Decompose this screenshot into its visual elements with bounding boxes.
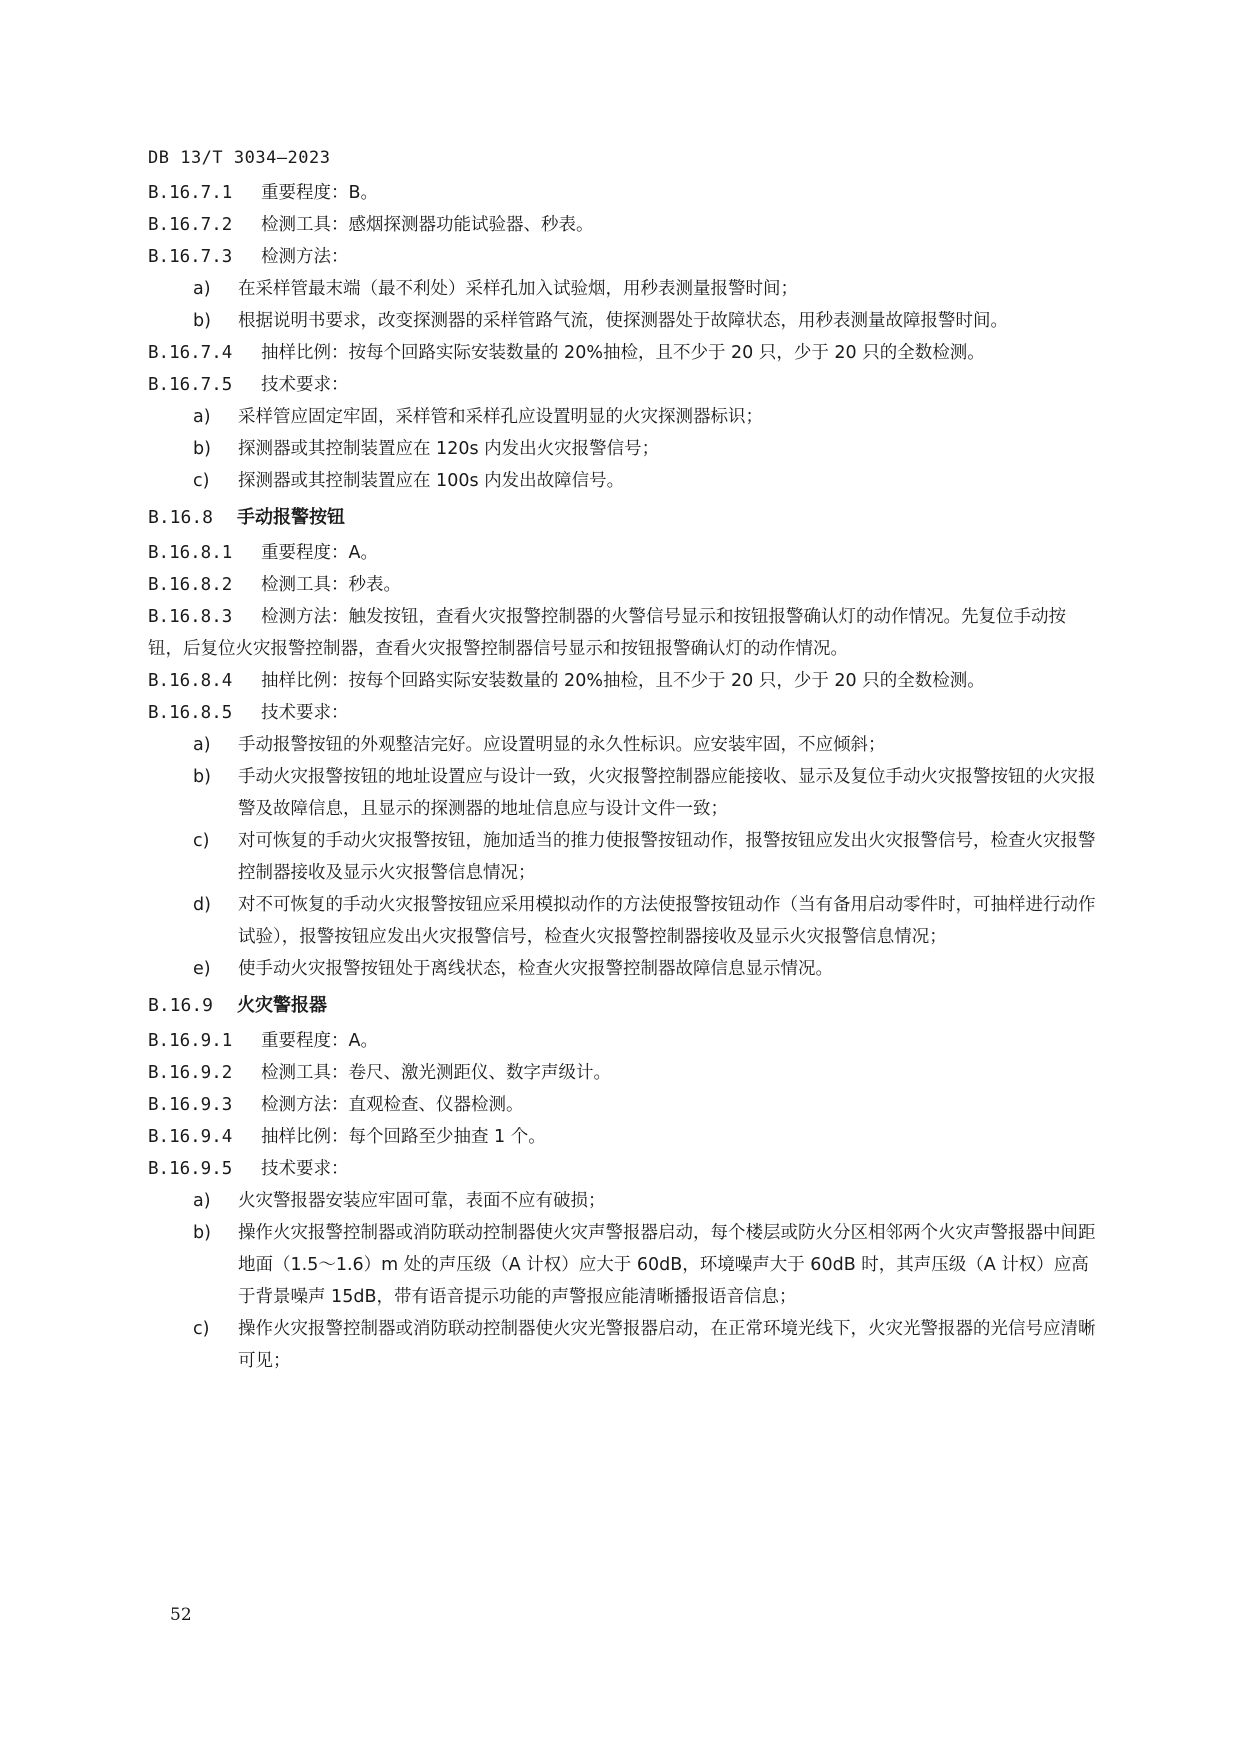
list-item-label: e) xyxy=(193,959,211,979)
page-number: 52 xyxy=(170,1605,192,1625)
clause-b16-7-4 xyxy=(148,337,1098,369)
list-item-text: 手动报警按钮的外观整洁完好。应设置明显的永久性标识。应安装牢固，不应倾斜； xyxy=(238,735,886,755)
document-page xyxy=(148,148,1098,1377)
clause-number: B.16.7.2 xyxy=(148,215,233,235)
clause-text: 检测方法： xyxy=(261,247,349,267)
section-number: B.16.8 xyxy=(148,507,214,528)
list-item-text: 根据说明书要求，改变探测器的采样管路气流，使探测器处于故障状态，用秒表测量故障报警时间。 xyxy=(238,311,1008,331)
clause-text: 重要程度：B。 xyxy=(261,183,379,203)
clause-b16-9-1 xyxy=(148,1025,1098,1057)
clause-text: 检测方法：直观检查、仪器检测。 xyxy=(261,1095,524,1115)
clause-number: B.16.9.3 xyxy=(148,1095,233,1115)
clause-b16-8-2 xyxy=(148,569,1098,601)
list-item xyxy=(148,1313,1098,1377)
clause-number: B.16.8.3 xyxy=(148,607,233,627)
clause-text: 检测工具：秒表。 xyxy=(261,575,401,595)
list-item-label: c) xyxy=(193,1319,210,1339)
clause-number: B.16.9.5 xyxy=(148,1159,233,1179)
section-heading-b16-8 xyxy=(148,501,1098,535)
clause-number: B.16.8.5 xyxy=(148,703,233,723)
clause-number: B.16.9.1 xyxy=(148,1031,233,1051)
clause-number: B.16.7.4 xyxy=(148,343,233,363)
clause-text: 重要程度：A。 xyxy=(261,1031,378,1051)
list-item-text: 操作火灾报警控制器或消防联动控制器使火灾光警报器启动，在正常环境光线下，火灾光警报器的光信号应清晰可见； xyxy=(238,1319,1096,1371)
list-item xyxy=(148,465,1098,497)
list-item-label: b) xyxy=(193,311,211,331)
clause-number: B.16.9.2 xyxy=(148,1063,233,1083)
clause-b16-8-1 xyxy=(148,537,1098,569)
clause-text: 技术要求： xyxy=(261,703,349,723)
list-item-text: 探测器或其控制装置应在 120s 内发出火灾报警信号； xyxy=(238,439,660,459)
list-item-text: 火灾警报器安装应牢固可靠，表面不应有破损； xyxy=(238,1191,606,1211)
clause-text: 抽样比例：按每个回路实际安装数量的 20%抽检，且不少于 20 只，少于 20 只的全数检测。 xyxy=(261,343,985,363)
list-item-label: a) xyxy=(193,407,211,427)
list-item-label: b) xyxy=(193,767,211,787)
clause-text: 检测方法：触发按钮，查看火灾报警控制器的火警信号显示和按钮报警确认灯的动作情况。先复位手动按钮，后复位火灾报警控制器，查看火灾报警控制器信号显示和按钮报警确认灯的动作情况。 xyxy=(148,607,1066,659)
list-item-text: 采样管应固定牢固，采样管和采样孔应设置明显的火灾探测器标识； xyxy=(238,407,763,427)
clause-b16-9-2 xyxy=(148,1057,1098,1089)
list-item xyxy=(148,305,1098,337)
clause-b16-8-4 xyxy=(148,665,1098,697)
list-item-label: d) xyxy=(193,895,211,915)
list-item-label: b) xyxy=(193,439,211,459)
section-heading-b16-9 xyxy=(148,989,1098,1023)
list-item xyxy=(148,761,1098,825)
list-item-label: b) xyxy=(193,1223,211,1243)
clause-text: 检测工具：卷尺、激光测距仪、数字声级计。 xyxy=(261,1063,611,1083)
list-item xyxy=(148,273,1098,305)
list-item xyxy=(148,433,1098,465)
clause-text: 重要程度：A。 xyxy=(261,543,378,563)
clause-number: B.16.8.2 xyxy=(148,575,233,595)
list-item-label: a) xyxy=(193,735,211,755)
section-title: 火灾警报器 xyxy=(237,995,327,1016)
section-title: 手动报警按钮 xyxy=(237,507,345,528)
clause-text: 技术要求： xyxy=(261,375,349,395)
document-code: DB 13/T 3034—2023 xyxy=(148,148,331,168)
list-item-label: c) xyxy=(193,831,210,851)
clause-text: 技术要求： xyxy=(261,1159,349,1179)
clause-text: 检测工具：感烟探测器功能试验器、秒表。 xyxy=(261,215,594,235)
clause-number: B.16.7.3 xyxy=(148,247,233,267)
list-item-text: 使手动火灾报警按钮处于离线状态，检查火灾报警控制器故障信息显示情况。 xyxy=(238,959,833,979)
list-item xyxy=(148,889,1098,953)
list-item-text: 手动火灾报警按钮的地址设置应与设计一致，火灾报警控制器应能接收、显示及复位手动火灾报警按钮的火灾报警及故障信息，且显示的探测器的地址信息应与设计文件一致； xyxy=(238,767,1096,819)
clause-text: 抽样比例：按每个回路实际安装数量的 20%抽检，且不少于 20 只，少于 20 只的全数检测。 xyxy=(261,671,985,691)
clause-b16-7-3 xyxy=(148,241,1098,273)
list-item xyxy=(148,825,1098,889)
clause-b16-9-3 xyxy=(148,1089,1098,1121)
list-item xyxy=(148,953,1098,985)
clause-b16-8-5 xyxy=(148,697,1098,729)
list-item xyxy=(148,729,1098,761)
list-item-text: 对不可恢复的手动火灾报警按钮应采用模拟动作的方法使报警按钮动作（当有备用启动零件时，可抽样进行动作试验），报警按钮应发出火灾报警信号，检查火灾报警控制器接收及显示火灾报警信息情况； xyxy=(238,895,1096,947)
clause-b16-7-1 xyxy=(148,177,1098,209)
clause-b16-9-5 xyxy=(148,1153,1098,1185)
list-item-text: 对可恢复的手动火灾报警按钮，施加适当的推力使报警按钮动作，报警按钮应发出火灾报警信号，检查火灾报警控制器接收及显示火灾报警信息情况； xyxy=(238,831,1096,883)
list-item xyxy=(148,1185,1098,1217)
clause-number: B.16.7.1 xyxy=(148,183,233,203)
clause-number: B.16.8.4 xyxy=(148,671,233,691)
list-item-label: a) xyxy=(193,279,211,299)
clause-number: B.16.7.5 xyxy=(148,375,233,395)
list-item-text: 探测器或其控制装置应在 100s 内发出故障信号。 xyxy=(238,471,625,491)
clause-b16-7-2 xyxy=(148,209,1098,241)
list-item xyxy=(148,401,1098,433)
section-number: B.16.9 xyxy=(148,995,214,1016)
clause-b16-7-5 xyxy=(148,369,1098,401)
list-item-text: 操作火灾报警控制器或消防联动控制器使火灾声警报器启动，每个楼层或防火分区相邻两个火灾声警报器中间距地面（1.5～1.6）m 处的声压级（A 计权）应大于 60dB，环境噪声大于 60dB 时，其声压级（A 计权）应高于背景噪声 15dB，带有语音提示功能的声警报应能清晰播报语音信息； xyxy=(238,1223,1096,1307)
clause-number: B.16.8.1 xyxy=(148,543,233,563)
list-item xyxy=(148,1217,1098,1313)
clause-b16-9-4 xyxy=(148,1121,1098,1153)
list-item-text: 在采样管最末端（最不利处）采样孔加入试验烟，用秒表测量报警时间； xyxy=(238,279,798,299)
clause-text: 抽样比例：每个回路至少抽查 1 个。 xyxy=(261,1127,546,1147)
list-item-label: c) xyxy=(193,471,210,491)
list-item-label: a) xyxy=(193,1191,211,1211)
clause-number: B.16.9.4 xyxy=(148,1127,233,1147)
clause-b16-8-3 xyxy=(148,601,1098,665)
